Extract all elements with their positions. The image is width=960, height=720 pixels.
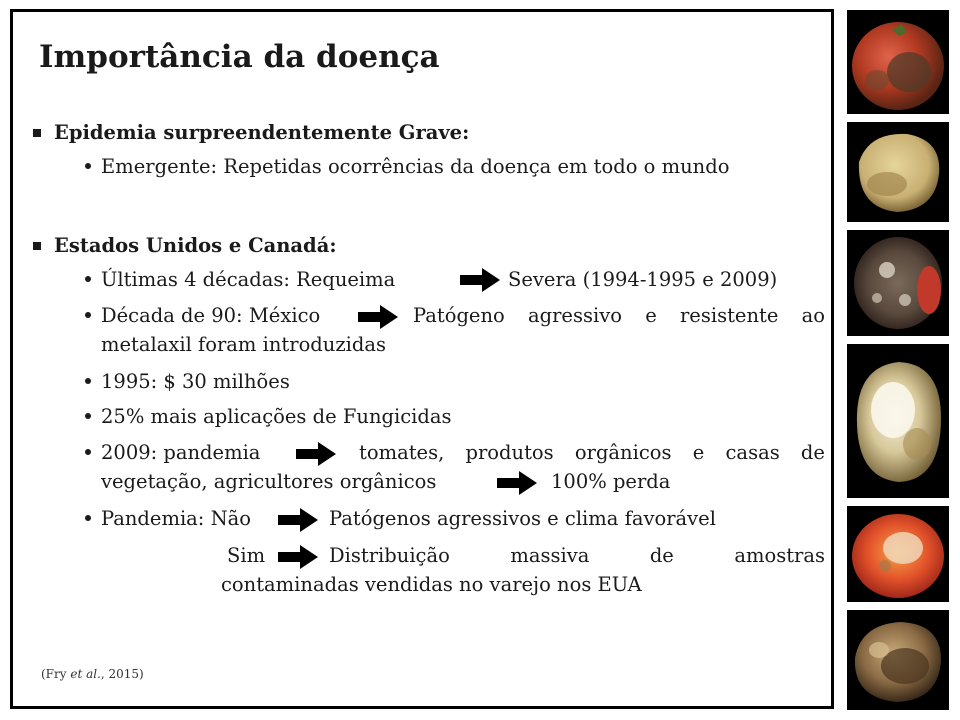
item-100-perda: 100% perda [551, 470, 671, 493]
section-heading-epidemia: Epidemia surpreendentemente Grave: [54, 121, 470, 144]
item-fungicidas: 25% mais aplicações de Fungicidas [101, 405, 452, 428]
item-vegetacao: vegetação, agricultores orgânicos [101, 470, 437, 493]
item-patogenos-clima: Patógenos agressivos e clima favorável [329, 507, 716, 530]
tomato-late-blight-photo [847, 10, 949, 114]
section-heading-eua-canada: Estados Unidos e Canadá: [54, 234, 337, 257]
dot-bullet-icon [85, 515, 91, 521]
item-sim: Sim [227, 544, 266, 567]
item-distribuicao-line [329, 541, 825, 571]
dot-bullet-icon [85, 413, 91, 419]
word: resistente [679, 304, 779, 327]
potato-rot-photo [847, 344, 949, 498]
item-1995: 1995: $ 30 milhões [101, 370, 290, 393]
word: Distribuição [329, 544, 450, 567]
item-2009-pandemia: 2009: pandemia [101, 441, 261, 464]
square-bullet-icon [33, 129, 41, 137]
word: orgânicos [574, 441, 672, 464]
tomato-blight-orange-photo [847, 506, 949, 602]
slide-frame [10, 9, 834, 709]
word: agressivo [528, 304, 622, 327]
word: amostras [734, 544, 825, 567]
dot-bullet-icon [85, 449, 91, 455]
word: e [692, 441, 705, 464]
word: produtos [465, 441, 554, 464]
item-patogeno-line [413, 301, 825, 331]
word: e [645, 304, 657, 327]
word: de [649, 544, 674, 567]
dot-bullet-icon [85, 378, 91, 384]
dot-bullet-icon [85, 163, 91, 169]
citation [41, 667, 144, 681]
item-pandemia-nao: Pandemia: Não [101, 507, 252, 530]
item-emergente: Emergente: Repetidas ocorrências da doença em todo o mundo [101, 155, 730, 178]
potato-dark-rot-photo [847, 610, 949, 710]
item-contaminadas: contaminadas vendidas no varejo nos EUA [221, 573, 642, 596]
dot-bullet-icon [85, 312, 91, 318]
square-bullet-icon [33, 242, 41, 250]
tomato-lesion-photo [847, 230, 949, 336]
word: tomates, [359, 441, 445, 464]
potato-late-blight-photo [847, 122, 949, 222]
word: massiva [510, 544, 590, 567]
slide-title: Importância da doença [39, 39, 440, 75]
citation-italic: et al. [70, 667, 101, 681]
citation-close: , 2015) [100, 667, 144, 681]
citation-open: (Fry [41, 667, 71, 681]
word: casas [725, 441, 780, 464]
item-ultimas-decadas: Últimas 4 décadas: Requeima [101, 268, 396, 291]
arrow-right-icon [358, 305, 398, 329]
word: ao [801, 304, 825, 327]
word: Patógeno [413, 304, 505, 327]
item-severa: Severa (1994-1995 e 2009) [508, 268, 778, 291]
arrow-right-icon [278, 545, 318, 569]
item-metalaxil: metalaxil foram introduzidas [101, 333, 386, 356]
arrow-right-icon [278, 508, 318, 532]
dot-bullet-icon [85, 276, 91, 282]
arrow-right-icon [296, 442, 336, 466]
slide-content [13, 12, 831, 706]
item-tomates-line [359, 438, 825, 468]
word: de [800, 441, 825, 464]
arrow-right-icon [497, 471, 537, 495]
arrow-right-icon [460, 268, 500, 292]
item-decada-90: Década de 90: México [101, 304, 321, 327]
